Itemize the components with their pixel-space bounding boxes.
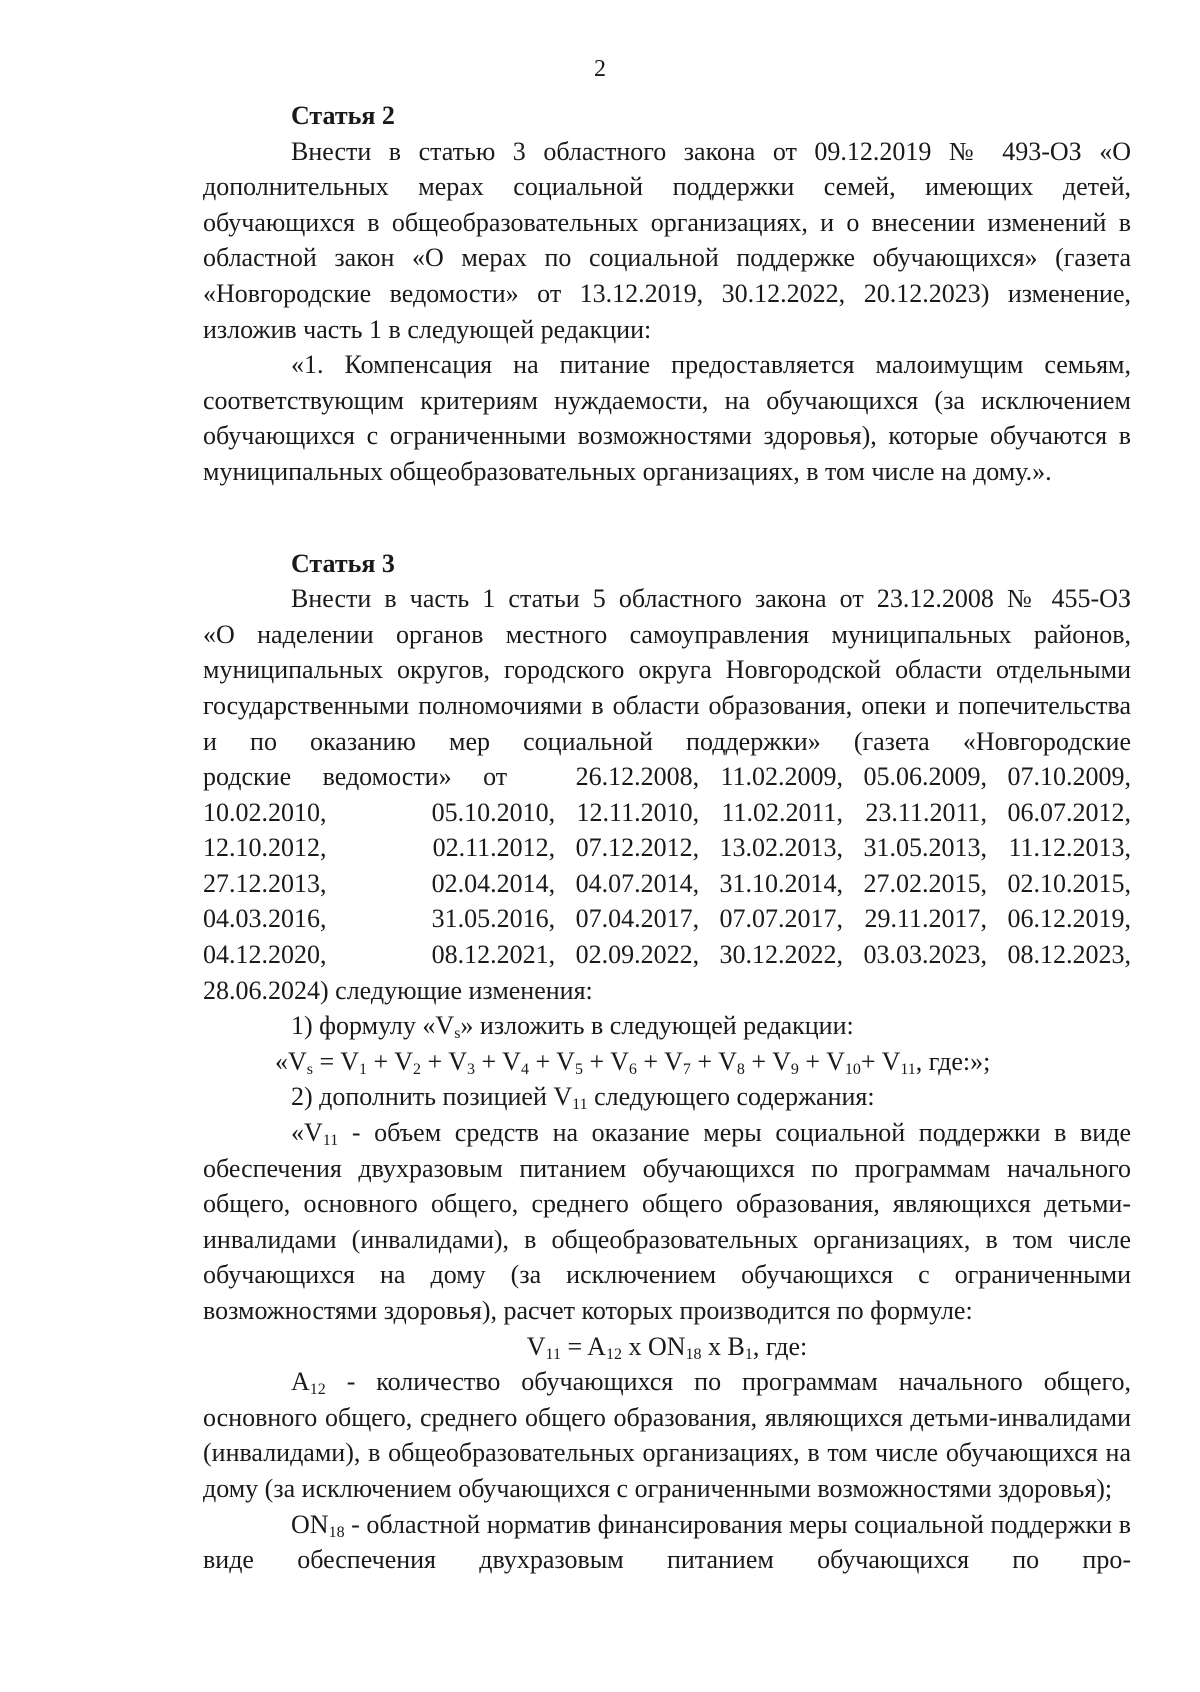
a12-definition: $A_{12}$ - количество обучающихся по программам начального общего, основного общего, среднего общего образования, являющихся детьми-инвалидами (инвалидами), в общеобразовательных организациях, в том числе обучающихся на дому (за исключением обучающихся с ограниченными возможностями здоровья); [203, 1367, 1131, 1503]
date-cell: 29.11.2017, [864, 904, 987, 934]
item-1: 1) формулу «$V_s$» изложить в следующей редакции: [291, 1011, 854, 1043]
date-cell: 02.11.2012, [432, 833, 556, 863]
date-cell: 31.05.2016, [431, 904, 556, 934]
article-2-heading: Статья 2 [291, 101, 395, 130]
date-cell: 04.03.2016, [203, 904, 327, 934]
dates-row [203, 795, 1131, 831]
page-number: 2 [594, 56, 606, 82]
article-3-intro: «О наделении органов местного самоуправления муниципальных районов, муниципальных округов, городского округа Новгородской области отдельными государственными полномочиями в области образования, опеки и попечительства и по оказанию мер социальной поддержки» (газета «Новгородские [203, 619, 1131, 756]
date-cell: 13.02.2013, [719, 833, 844, 863]
date-cell: 12.11.2010, [576, 797, 700, 827]
formula-v11: $V_{11} = A_{12}$ x $ON_{18}$ x $B_1$, где: [526, 1331, 808, 1363]
date-cell: 07.07.2017, [719, 904, 844, 934]
date-cell: 11.12.2013, [1008, 833, 1131, 863]
dates-row [203, 759, 1131, 795]
date-cell: 23.11.2011, [865, 797, 987, 827]
amendment-dates-table [203, 759, 1131, 973]
v11-definition: «$V_{11}$ - объем средств на оказание меры социальной поддержки в виде обеспечения двухразовым питанием обучающихся по программам начального общего, основного общего, среднего общего образования, являющихся детьми-инвалидами (инвалидами), в общеобразовательных организациях, в том числе обучающихся на дому (за исключением обучающихся с ограниченными возможностями здоровья), расчет которых производится по формуле: [203, 1118, 1131, 1325]
date-cell: 07.04.2017, [575, 904, 700, 934]
dates-row [203, 830, 1131, 866]
date-cell: 31.10.2014, [719, 868, 844, 898]
dates-end: 28.06.2024) следующие изменения: [203, 975, 593, 1005]
date-cell: 02.09.2022, [575, 940, 700, 970]
date-cell: 11.02.2011, [721, 797, 844, 827]
article-2-paragraph-1: Внести в статью 3 областного закона от 09.12.2019 № 493-ОЗ «О дополнительных мерах социальной поддержки семей, имеющих детей, обучающихся в общеобразовательных организациях, и о внесении изменений в областной закон «О мерах по социальной поддержке обучающихся» (газета «Новгородские ведомости» от 13.12.2019, 30.12.2022, 20.12.2023) изменение, изложив часть 1 в следующей редакции: [203, 136, 1131, 344]
item-2: 2) дополнить позицией $V_{11}$ следующего содержания: [291, 1082, 875, 1114]
document-body [203, 98, 1131, 1578]
date-cell: 12.10.2012, [203, 833, 327, 863]
date-cell: 08.12.2023, [1007, 940, 1131, 970]
date-cell: 06.07.2012, [1007, 797, 1131, 827]
dates-row [203, 901, 1131, 937]
dates-row [203, 866, 1131, 902]
on18-definition: $ON_{18}$ - областной норматив финансирования меры социальной поддержки в виде обеспечения двухразовым питанием обучающихся по про- [203, 1509, 1131, 1575]
date-cell: 03.03.2023, [863, 940, 987, 970]
article-3-intro-line: Внести в часть 1 статьи 5 областного закона от 23.12.2008 № 455-ОЗ [291, 584, 1131, 614]
date-cell: 27.02.2015, [863, 868, 987, 898]
date-cell: 27.12.2013, [203, 868, 327, 898]
date-cell: 08.12.2021, [431, 940, 556, 970]
article-3-heading: Статья 3 [291, 548, 395, 578]
date-cell: 30.12.2022, [719, 940, 844, 970]
date-cell: 26.12.2008, [575, 762, 700, 792]
date-cell: 07.12.2012, [575, 833, 700, 863]
dates-lead: родские ведомости» от [203, 762, 508, 792]
date-cell: 07.10.2009, [1007, 762, 1131, 792]
article-2-paragraph-2: «1. Компенсация на питание предоставляется малоимущим семьям, соответствующим критериям нуждаемости, на обучающихся (за исключением обучающихся с ограниченными возможностями здоровья), которые обучаются в муниципальных общеобразовательных организациях, в том числе на дому.». [203, 350, 1131, 486]
date-cell: 05.10.2010, [431, 797, 556, 827]
date-cell: 04.12.2020, [203, 940, 327, 970]
formula-vs: «$V_s = V_1 + V_2 + V_3 + V_4 + V_5 + V_6 + V_7 + V_8 + V_9 + V_{10}+ V_{11}$, где:»; [275, 1046, 991, 1078]
date-cell: 04.07.2014, [575, 868, 700, 898]
date-cell: 10.02.2010, [203, 797, 327, 827]
date-cell: 05.06.2009, [863, 762, 987, 792]
date-cell: 02.10.2015, [1007, 868, 1131, 898]
date-cell: 31.05.2013, [863, 833, 987, 863]
dates-row [203, 937, 1131, 973]
date-cell: 02.04.2014, [431, 868, 556, 898]
date-cell: 06.12.2019, [1007, 904, 1131, 934]
date-cell: 11.02.2009, [720, 762, 844, 792]
